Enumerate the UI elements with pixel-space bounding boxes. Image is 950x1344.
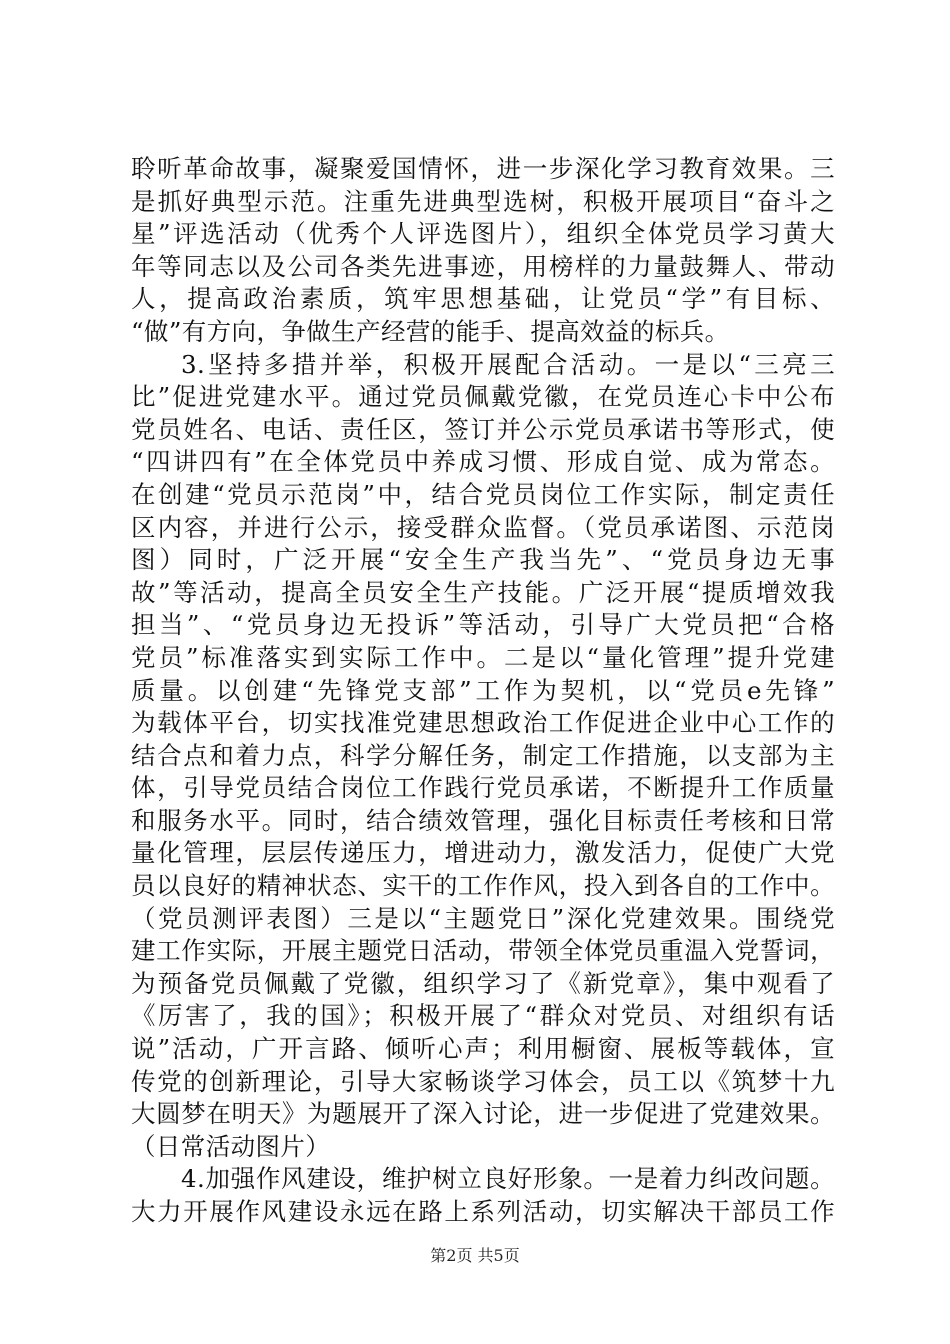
text-line: 图）同时，广泛开展“安全生产我当先”、“党员身边无事 (131, 545, 835, 575)
text-line: 聆听革命故事，凝聚爱国情怀，进一步深化学习教育效果。三 (131, 154, 835, 183)
text-line: 结合点和着力点，科学分解任务，制定工作措施，以支部为主 (131, 740, 835, 770)
text-line: 传党的创新理论，引导大家畅谈学习体会，员工以《筑梦十九 (131, 1066, 835, 1096)
text-line: 担当”、“党员身边无投诉”等活动，引导广大党员把“合格 (131, 610, 835, 640)
text-line: 党员”标准落实到实际工作中。二是以“量化管理”提升党建 (131, 642, 835, 672)
text-line: （党员测评表图）三是以“主题党日”深化党建效果。围绕党 (131, 903, 835, 933)
text-line: 质量。以创建“先锋党支部”工作为契机，以“党员e先锋” (131, 675, 835, 705)
text-line: 人，提高政治素质，筑牢思想基础，让党员“学”有目标、 (131, 284, 835, 314)
text-line: “做”有方向，争做生产经营的能手、提高效益的标兵。 (131, 316, 730, 346)
paragraph-4-first-line: 4.加强作风建设，维护树立良好形象。一是着力纠改问题。 (181, 1164, 835, 1194)
body-text (131, 153, 835, 1229)
text-line: 比”促进党建水平。通过党员佩戴党徽，在党员连心卡中公布 (131, 382, 835, 412)
text-line: “四讲四有”在全体党员中养成习惯、形成自觉、成为常态。 (131, 447, 835, 477)
text-line: 为预备党员佩戴了党徽，组织学习了《新党章》，集中观看了 (131, 968, 835, 998)
text-line: 星”评选活动（优秀个人评选图片），组织全体党员学习黄大 (131, 219, 835, 249)
text-line: 在创建“党员示范岗”中，结合党员岗位工作实际，制定责任 (131, 479, 835, 509)
text-line: 大力开展作风建设永远在路上系列活动，切实解决干部员工作 (131, 1197, 835, 1226)
text-line: 体，引导党员结合岗位工作践行党员承诺，不断提升工作质量 (131, 773, 835, 803)
paragraph-3-first-line: 3.坚持多措并举，积极开展配合活动。一是以“三亮三 (181, 349, 835, 379)
text-line: 说”活动，广开言路、倾听心声；利用橱窗、展板等载体，宣 (131, 1034, 835, 1064)
text-line: 是抓好典型示范。注重先进典型选树，积极开展项目“奋斗之 (131, 186, 835, 216)
text-line: 员以良好的精神状态、实干的工作作风，投入到各自的工作中。 (131, 871, 835, 901)
text-line: 和服务水平。同时，结合绩效管理，强化目标责任考核和日常 (131, 805, 835, 835)
text-line: 区内容，并进行公示，接受群众监督。（党员承诺图、示范岗 (131, 512, 835, 542)
text-line: 党员姓名、电话、责任区，签订并公示党员承诺书等形式，使 (131, 414, 835, 444)
text-line: 年等同志以及公司各类先进事迹，用榜样的力量鼓舞人、带动 (131, 251, 835, 281)
text-line: 《厉害了，我的国》；积极开展了“群众对党员、对组织有话 (131, 1001, 835, 1031)
text-line: 量化管理，层层传递压力，增进动力，激发活力，促使广大党 (131, 838, 835, 868)
page-number-footer: 第2页 共5页 (430, 1246, 520, 1265)
text-line: （日常活动图片） (131, 1131, 331, 1161)
text-line: 故”等活动，提高全员安全生产技能。广泛开展“提质增效我 (131, 577, 835, 607)
text-line: 为载体平台，切实找准党建思想政治工作促进企业中心工作的 (131, 708, 835, 738)
text-line: 大圆梦在明天》为题展开了深入讨论，进一步促进了党建效果。 (131, 1099, 835, 1129)
text-line: 建工作实际，开展主题党日活动，带领全体党员重温入党誓词， (131, 936, 835, 966)
